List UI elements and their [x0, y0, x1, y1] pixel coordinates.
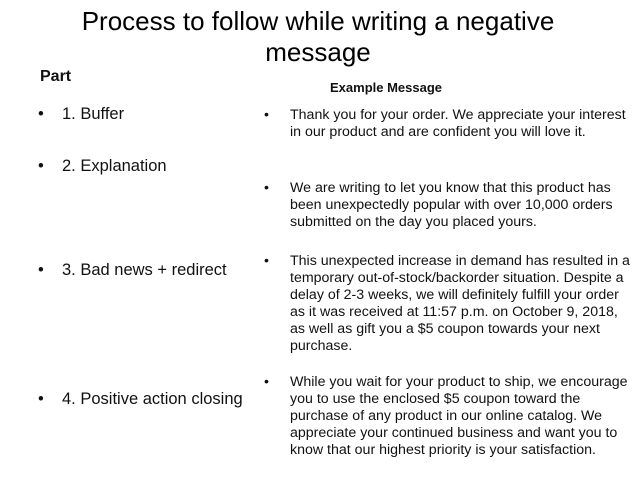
part-column-header: Part: [40, 68, 72, 85]
example-column-header: Example Message: [330, 80, 443, 95]
bullet: •: [38, 390, 44, 408]
bullet: •: [38, 105, 44, 123]
bullet: •: [38, 157, 44, 175]
part-label: 1. Buffer: [62, 105, 125, 123]
part-label: 3. Bad news + redirect: [62, 261, 227, 279]
example-text: While you wait for your product to ship, we encourage you to use the enclosed $5 coupon toward the purchase of any product in our online catalog. We appreciate your continued business and want you to know that our highest priority is your satisfaction.: [290, 374, 628, 458]
bullet: •: [38, 261, 44, 279]
bullet: •: [264, 374, 269, 390]
part-item-bad-news: [38, 260, 227, 280]
example-item-explanation: [264, 180, 634, 231]
part-item-explanation: [38, 156, 167, 176]
page-title: Process to follow while writing a negative message: [81, 6, 555, 67]
part-item-positive-closing: [38, 389, 243, 409]
example-text: Thank you for your order. We appreciate your interest in our product and are confident you will love it.: [290, 107, 626, 140]
bullet: •: [264, 107, 269, 123]
example-item-bad-news: [264, 253, 634, 355]
part-label: 2. Explanation: [62, 157, 167, 175]
example-item-positive-closing: [264, 374, 634, 459]
part-item-buffer: [38, 104, 124, 124]
example-text: This unexpected increase in demand has resulted in a temporary out-of-stock/backorder situation. Despite a delay of 2-3 weeks, we will definitely fulfill your order as it was received at 11:57 p.m. on October 9, 2018, as well as gift you a $5 coupon towards your next purchase.: [290, 253, 630, 354]
example-item-buffer: [264, 107, 634, 141]
bullet: •: [264, 253, 269, 269]
bullet: •: [264, 180, 269, 196]
part-label: 4. Positive action closing: [62, 390, 243, 408]
example-text: We are writing to let you know that this product has been unexpectedly popular with over 10,000 orders submitted on the day you placed yours.: [290, 180, 613, 230]
